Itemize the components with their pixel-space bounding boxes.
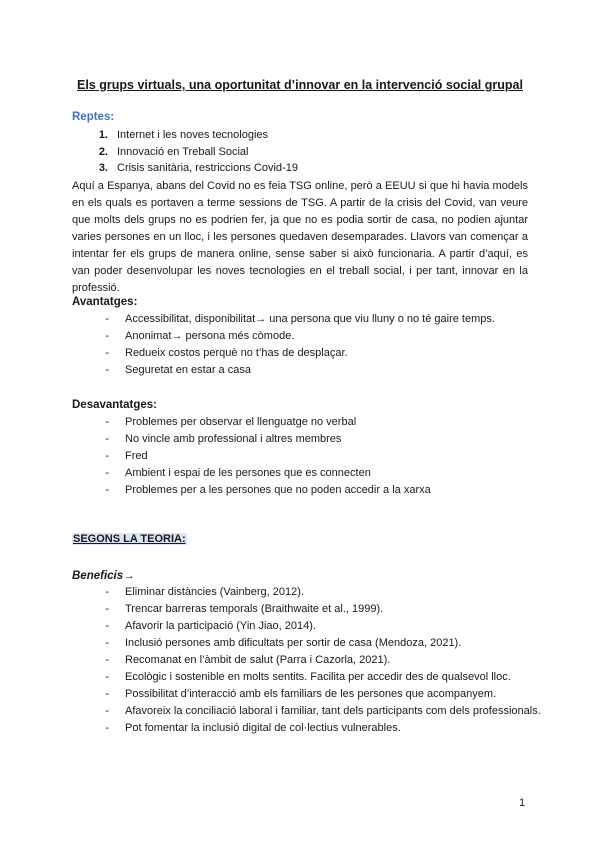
list-item: - Afavoreix la conciliació laboral i familiar, tant dels participants com dels professionals. — [105, 705, 541, 717]
list-item: - Anonimat→ persona més còmode. — [105, 330, 295, 342]
list-item: - Ambient i espai de les persones que es connecten — [105, 467, 371, 479]
page-number: 1 — [519, 797, 526, 809]
list-item: - Accessibilitat, disponibilitat→ una persona que viu lluny o no té gaire temps. — [105, 313, 495, 325]
beneficis-heading: Beneficis→ — [72, 570, 135, 582]
list-item: - Problemes per observar el llenguatge no verbal — [105, 416, 357, 428]
beneficis-list — [72, 584, 541, 737]
desavantatges-list — [72, 414, 431, 499]
list-item: 2. Innovació en Treball Social — [98, 145, 249, 158]
list-item: 1. Internet i les noves tecnologies — [98, 129, 269, 141]
list-item: - Recomanat en l’àmbit de salut (Parra i Cazorla, 2021). — [105, 654, 391, 666]
list-item: - Seguretat en estar a casa — [105, 364, 251, 376]
reptes-heading: Reptes: — [72, 111, 115, 123]
intro-paragraph: Aquí a Espanya, abans del Covid no es feia TSG online, però a EEUU si que hi havia models en els quals es portaven a terme sessions de TSG. A partir de la crisis del Covid, van veure que molts dels grups no es podrien fer, ja que no es podia sortir de casa, no podien ajuntar varies persones en un lloc, i les persones quedaven desemparades. Llavors van començar a intentar fer els grups de manera online, sense saber si això funcionaria. A partir d’aquí, es van poder desenvolupar les noves tecnologies en el treball social, i per tant, innovar en la professió. — [72, 180, 528, 294]
list-item: 3. Crisis sanitària, restriccions Covid-19 — [98, 162, 298, 174]
avantatges-list — [72, 311, 495, 379]
avantatges-heading: Avantatges: — [72, 296, 138, 308]
document-title: Els grups virtuals, una oportunitat d’innovar en la intervenció social grupal — [77, 78, 523, 92]
theory-heading: SEGONS LA TEORIA: — [73, 533, 186, 545]
list-item: - Trencar barreras temporals (Braithwaite et al., 1999). — [105, 603, 384, 615]
desavantatges-heading: Desavantatges: — [72, 399, 158, 411]
list-item: - Afavorir la participació (Yin Jiao, 2014). — [105, 620, 316, 632]
list-item: - Possibilitat d’interacció amb els familiars de les persones que acompanyem. — [105, 688, 497, 700]
list-item: - Redueix costos perquè no t’has de desplaçar. — [105, 347, 348, 359]
list-item: - Pot fomentar la inclusió digital de col·lectius vulnerables. — [105, 722, 401, 734]
list-item: - Problemes per a les persones que no poden accedir a la xarxa — [105, 484, 431, 496]
list-item: - Fred — [105, 450, 148, 462]
list-item: - Eliminar distàncies (Vainberg, 2012). — [105, 586, 304, 598]
list-item: - No vincle amb professional i altres membres — [105, 433, 342, 445]
reptes-list — [72, 127, 298, 177]
list-item: - Inclusió persones amb dificultats per sortir de casa (Mendoza, 2021). — [105, 637, 462, 649]
list-item: - Ecològic i sostenible en molts sentits. Facilita per accedir des de qualsevol lloc. — [105, 671, 511, 683]
